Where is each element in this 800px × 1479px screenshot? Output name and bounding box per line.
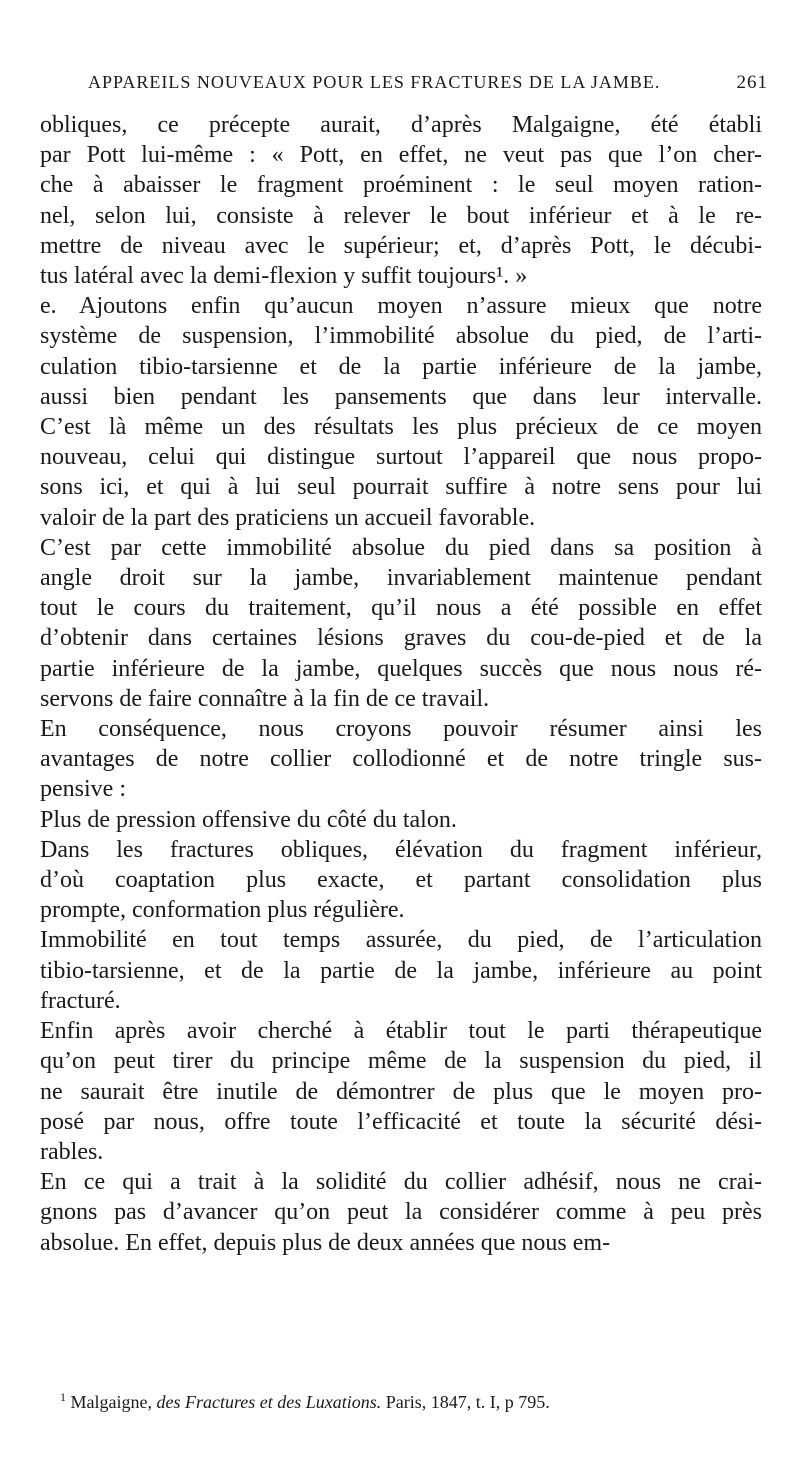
text-line: Plus de pression offensive du côté du talon. [40,806,457,833]
running-header [88,72,768,94]
text-line: mettre de niveau avec le supérieur; et, d’après Pott, le décubi- [40,232,762,259]
text-line: fracturé. [40,987,121,1014]
footnote [60,1390,760,1413]
text-line: ne saurait être inutile de démontrer de plus que le moyen pro- [40,1078,762,1105]
text-line: système de suspension, l’immobilité absolue du pied, de l’arti- [40,323,762,350]
text-line: d’où coaptation plus exacte, et partant consolidation plus [40,867,762,894]
text-line: C’est par cette immobilité absolue du pied dans sa position à [40,534,762,561]
running-title: APPAREILS NOUVEAUX POUR LES FRACTURES DE LA JAMBE. [88,72,661,92]
page-number: 261 [736,72,768,93]
text-line: qu’on peut tirer du principe même de la suspension du pied, il [40,1048,762,1075]
text-line: En conséquence, nous croyons pouvoir résumer ainsi les [40,716,762,743]
footnote-mark: 1 [60,1390,66,1404]
text-line: rables. [40,1138,104,1165]
text-line: par Pott lui-même : « Pott, en effet, ne veut pas que l’on cher- [40,142,762,169]
text-line: absolue. En effet, depuis plus de deux années que nous em- [40,1229,611,1256]
text-line: Immobilité en tout temps assurée, du pied, de l’articulation [40,927,762,954]
text-line: aussi bien pendant les pansements que dans leur intervalle. [40,383,762,410]
text-line: tibio-tarsienne, et de la partie de la jambe, inférieure au point [40,957,762,984]
text-line: sons ici, et qui à lui seul pourrait suffire à notre sens pour lui [40,474,762,501]
text-line: avantages de notre collier collodionné et de notre tringle sus- [40,746,762,773]
text-line: obliques, ce précepte aurait, d’après Malgaigne, été établi [40,112,762,138]
footnote-details: Paris, 1847, t. I, p 795. [385,1392,550,1412]
text-line: e. Ajoutons enfin qu’aucun moyen n’assure mieux que notre [40,293,762,320]
text-line: nouveau, celui qui distingue surtout l’appareil que nous propo- [40,444,762,471]
text-line: servons de faire connaître à la fin de ce travail. [40,685,490,712]
text-line: partie inférieure de la jambe, quelques succès que nous nous ré- [40,655,762,682]
text-line: C’est là même un des résultats les plus précieux de ce moyen [40,414,762,441]
text-line: culation tibio-tarsienne et de la partie inférieure de la jambe, [40,353,762,380]
text-line: En ce qui a trait à la solidité du collier adhésif, nous ne crai- [40,1169,762,1196]
text-line: Dans les fractures obliques, élévation du fragment inférieur, [40,836,762,863]
body-text [40,110,762,1258]
text-line: d’obtenir dans certaines lésions graves du cou-de-pied et de la [40,625,762,652]
text-line: pensive : [40,776,126,803]
text-line: gnons pas d’avancer qu’on peut la considérer comme à peu près [40,1199,762,1226]
text-line: prompte, conformation plus régulière. [40,897,405,924]
footnote-work: des Fractures et des Luxations. [156,1392,382,1412]
text-line: nel, selon lui, consiste à relever le bout inférieur et à le re- [40,202,762,229]
text-line: Enfin après avoir cherché à établir tout le parti thérapeutique [40,1018,762,1045]
text-line: tus latéral avec la demi-flexion y suffit toujours¹. » [40,263,528,290]
footnote-author: Malgaigne, [70,1392,152,1412]
text-line: valoir de la part des praticiens un accueil favorable. [40,504,536,531]
text-line: tout le cours du traitement, qu’il nous a été possible en effet [40,595,762,622]
text-line: angle droit sur la jambe, invariablement maintenue pendant [40,565,762,592]
text-line: che à abaisser le fragment proéminent : le seul moyen ration- [40,172,762,199]
text-line: posé par nous, offre toute l’efficacité et toute la sécurité dési- [40,1108,762,1135]
